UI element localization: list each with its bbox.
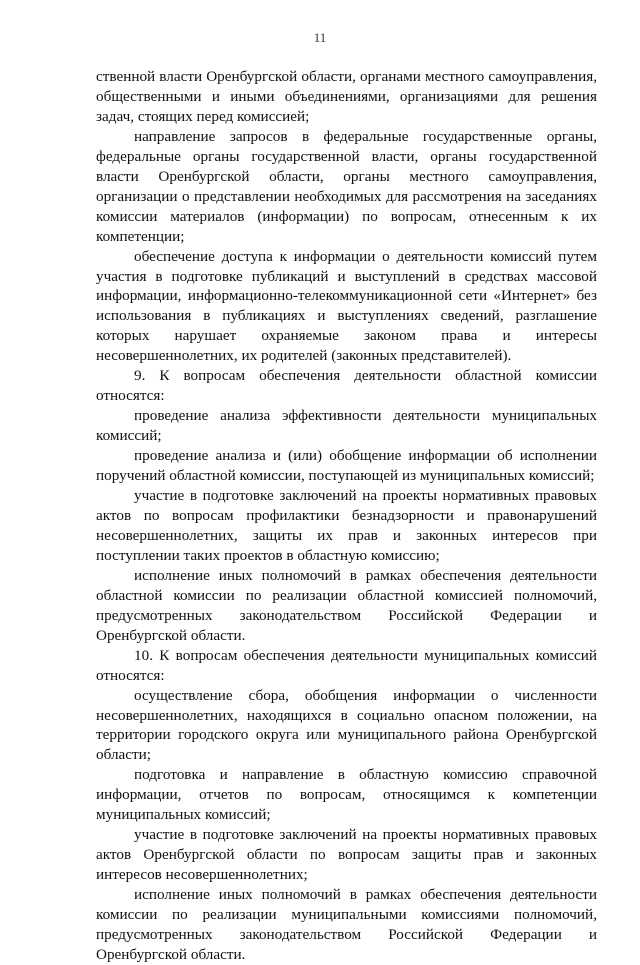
- paragraph: исполнение иных полномочий в рамках обеспечения деятельности областной комиссии по реализации областной комиссией полномочий, предусмотренных законодательством Российской Федерации и Оренбургской области.: [96, 566, 597, 644]
- section-9-heading: 9. К вопросам обеспечения деятельности областной комиссии относятся:: [96, 367, 597, 405]
- paragraph: проведение анализа эффективности деятельности муниципальных комиссий;: [96, 407, 597, 445]
- paragraph: проведение анализа и (или) обобщение информации об исполнении поручений областной комиссии, поступающей из муниципальных комиссий;: [96, 447, 597, 485]
- paragraph-continuation: ственной власти Оренбургской области, органами местного самоуправления, общественными и иными объединениями, организациями для решения задач, стоящих перед комиссией;: [96, 68, 597, 125]
- paragraph: осуществление сбора, обобщения информации о численности несовершеннолетних, находящихся в социально опасном положении, на территории городского округа или муниципального района Оренбургской области;: [96, 686, 597, 764]
- paragraph: участие в подготовке заключений на проекты нормативных правовых актов Оренбургской области по вопросам защиты прав и законных интересов несовершеннолетних;: [96, 826, 597, 884]
- document-body: [96, 67, 597, 965]
- paragraph: исполнение иных полномочий в рамках обеспечения деятельности комиссии по реализации муниципальными комиссиями полномочий, предусмотренных законодательством Российской Федерации и Оренбургской области.: [96, 886, 597, 963]
- paragraph: обеспечение доступа к информации о деятельности комиссий путем участия в подготовке публикаций и выступлений в средствах массовой информации, информационно-телекоммуникационной сети «Интернет» без использования в публикациях и выступлениях сведений, разглашение которых нарушает охраняемые законом права и интересы несовершеннолетних, их родителей (законных представителей).: [96, 247, 597, 365]
- paragraph: подготовка и направление в областную комиссию справочной информации, отчетов по вопросам, относящимся к компетенции муниципальных комиссий;: [96, 766, 597, 824]
- paragraph: участие в подготовке заключений на проекты нормативных правовых актов по вопросам профилактики безнадзорности и правонарушений несовершеннолетних, защиты их прав и законных интересов при поступлении таких проектов в областную комиссию;: [96, 487, 597, 564]
- paragraph: направление запросов в федеральные государственные органы, федеральные органы государственной власти, органы государственной власти Оренбургской области, органы местного самоуправления, организации о представлении необходимых для рассмотрения на заседаниях комиссии материалов (информации) по вопросам, отнесенным к их компетенции;: [96, 127, 597, 245]
- section-10-heading: 10. К вопросам обеспечения деятельности муниципальных комиссий относятся:: [96, 646, 597, 684]
- page-number: 11: [313, 30, 327, 45]
